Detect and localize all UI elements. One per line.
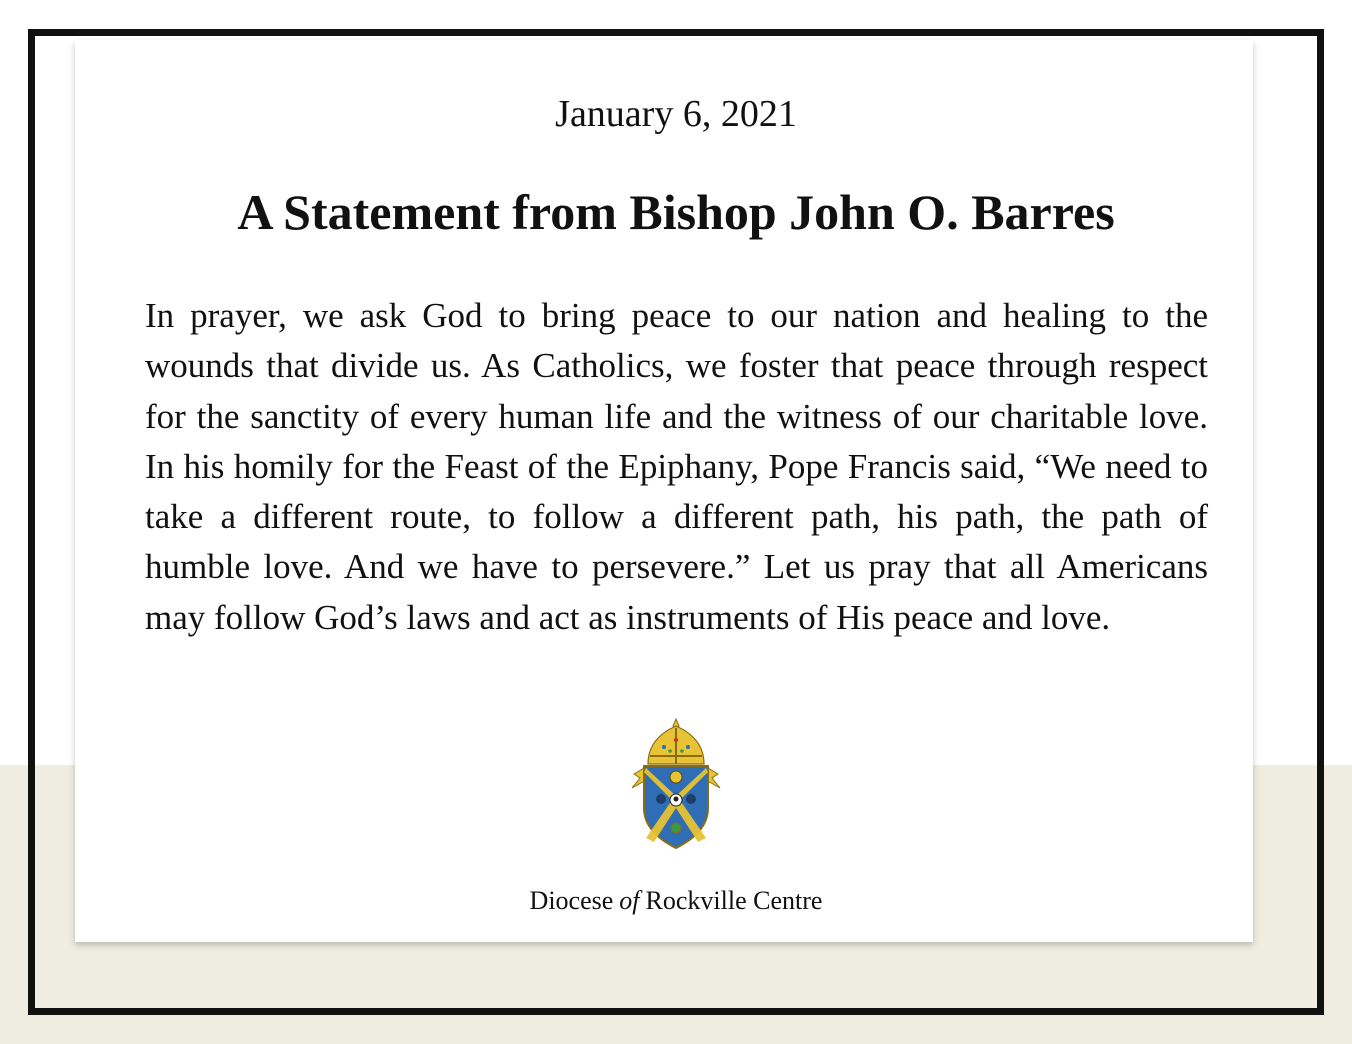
org-name-part-1: Diocese bbox=[529, 886, 614, 915]
diocesan-coat-of-arms-icon bbox=[626, 716, 726, 852]
org-name-part-2: Rockville Centre bbox=[645, 886, 823, 915]
org-name-of: of bbox=[619, 886, 640, 915]
organization-name bbox=[0, 883, 1352, 919]
statement-title: A Statement from Bishop John O. Barres bbox=[237, 184, 1115, 240]
statement-body: In prayer, we ask God to bring peace to our nation and healing to the wounds that divide us. As Catholics, we foster that peace through respect for the sanctity of every human life and the witness of our charitable love. In his homily for the Feast of the Epiphany, Pope Francis said, “We need to take a different route, to follow a different path, his path, the path of humble love. And we have to persevere.” Let us pray that all Americans may follow God’s laws and act as instruments of His peace and love. bbox=[145, 296, 1208, 637]
statement-date: January 6, 2021 bbox=[555, 93, 797, 135]
